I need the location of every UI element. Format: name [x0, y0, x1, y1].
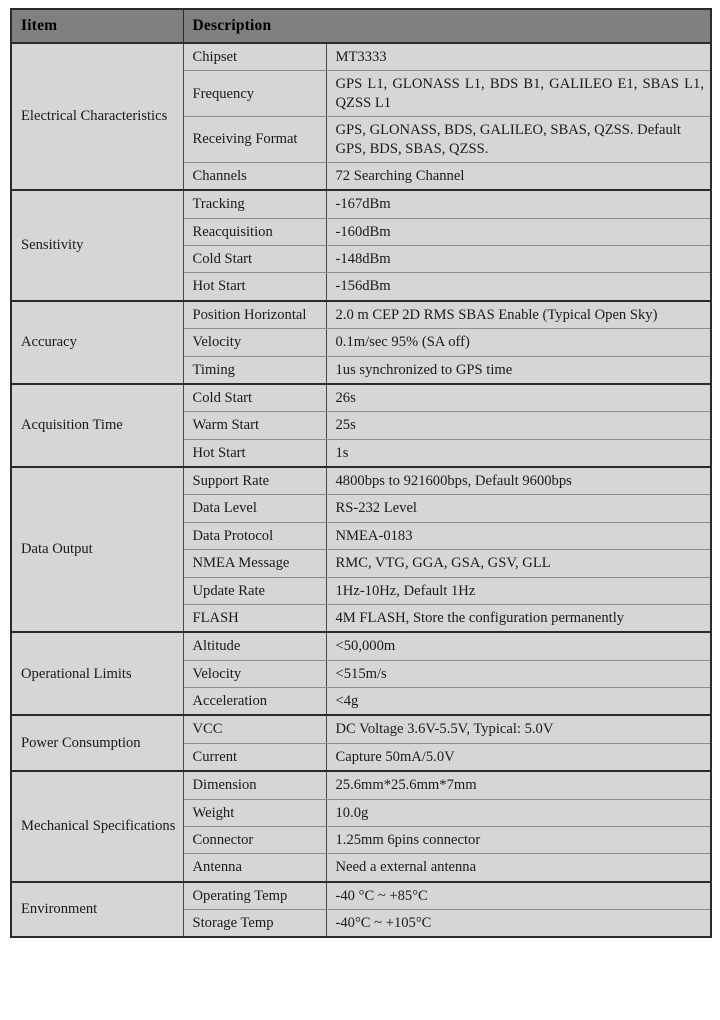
row-label: Connector — [183, 826, 326, 853]
row-label: Hot Start — [183, 273, 326, 301]
row-value: -148dBm — [326, 246, 711, 273]
row-value: 25.6mm*25.6mm*7mm — [326, 771, 711, 799]
row-value: -156dBm — [326, 273, 711, 301]
row-label: Update Rate — [183, 577, 326, 604]
row-value: Capture 50mA/5.0V — [326, 743, 711, 771]
row-label: Storage Temp — [183, 910, 326, 938]
row-label: VCC — [183, 715, 326, 743]
column-header-description: Description — [183, 9, 711, 43]
row-label: Support Rate — [183, 467, 326, 495]
row-category: Acquisition Time — [11, 384, 183, 467]
row-label: Reacquisition — [183, 218, 326, 245]
row-value: <515m/s — [326, 660, 711, 687]
row-label: Data Level — [183, 495, 326, 522]
row-category: Electrical Characteristics — [11, 43, 183, 190]
row-value: 1us synchronized to GPS time — [326, 356, 711, 384]
row-label: Frequency — [183, 71, 326, 117]
row-label: Position Horizontal — [183, 301, 326, 329]
table-header — [11, 9, 711, 43]
row-label: Receiving Format — [183, 117, 326, 163]
row-value: RMC, VTG, GGA, GSA, GSV, GLL — [326, 550, 711, 577]
row-value: 72 Searching Channel — [326, 162, 711, 190]
table-body — [11, 43, 711, 937]
row-label: Velocity — [183, 329, 326, 356]
row-value: RS-232 Level — [326, 495, 711, 522]
row-value: GPS L1, GLONASS L1, BDS B1, GALILEO E1, SBAS L1, QZSS L1 — [326, 71, 711, 117]
specification-table — [10, 8, 712, 938]
row-label: Acceleration — [183, 688, 326, 716]
row-value: -40°C ~ +105°C — [326, 910, 711, 938]
row-label: Dimension — [183, 771, 326, 799]
row-label: Cold Start — [183, 246, 326, 273]
row-value: Need a external antenna — [326, 854, 711, 882]
table-row — [11, 301, 711, 329]
row-value: 4M FLASH, Store the configuration permanently — [326, 604, 711, 632]
row-label: Tracking — [183, 190, 326, 218]
table-row — [11, 882, 711, 910]
specification-table-container — [10, 8, 710, 938]
table-row — [11, 632, 711, 660]
row-value: 10.0g — [326, 799, 711, 826]
row-label: FLASH — [183, 604, 326, 632]
row-label: Antenna — [183, 854, 326, 882]
row-label: Current — [183, 743, 326, 771]
row-value: -160dBm — [326, 218, 711, 245]
row-value: <4g — [326, 688, 711, 716]
row-label: Operating Temp — [183, 882, 326, 910]
row-category: Accuracy — [11, 301, 183, 384]
row-category: Operational Limits — [11, 632, 183, 715]
row-label: Channels — [183, 162, 326, 190]
row-category: Mechanical Specifications — [11, 771, 183, 882]
row-category: Data Output — [11, 467, 183, 632]
row-label: Cold Start — [183, 384, 326, 412]
row-label: Data Protocol — [183, 522, 326, 549]
table-header-row — [11, 9, 711, 43]
table-row — [11, 190, 711, 218]
row-label: Warm Start — [183, 412, 326, 439]
row-category: Environment — [11, 882, 183, 938]
row-label: Hot Start — [183, 439, 326, 467]
row-label: Weight — [183, 799, 326, 826]
row-value: 1s — [326, 439, 711, 467]
row-label: Altitude — [183, 632, 326, 660]
row-value: GPS, GLONASS, BDS, GALILEO, SBAS, QZSS. Default GPS, BDS, SBAS, QZSS. — [326, 117, 711, 163]
row-value: 4800bps to 921600bps, Default 9600bps — [326, 467, 711, 495]
row-value: 1Hz-10Hz, Default 1Hz — [326, 577, 711, 604]
row-label: NMEA Message — [183, 550, 326, 577]
row-label: Chipset — [183, 43, 326, 71]
row-value: 2.0 m CEP 2D RMS SBAS Enable (Typical Open Sky) — [326, 301, 711, 329]
table-row — [11, 43, 711, 71]
table-row — [11, 771, 711, 799]
row-label: Timing — [183, 356, 326, 384]
row-value: DC Voltage 3.6V-5.5V, Typical: 5.0V — [326, 715, 711, 743]
row-value: MT3333 — [326, 43, 711, 71]
row-label: Velocity — [183, 660, 326, 687]
row-category: Sensitivity — [11, 190, 183, 301]
table-row — [11, 384, 711, 412]
row-value: <50,000m — [326, 632, 711, 660]
table-row — [11, 715, 711, 743]
row-value: -40 °C ~ +85°C — [326, 882, 711, 910]
row-value: NMEA-0183 — [326, 522, 711, 549]
table-row — [11, 467, 711, 495]
row-value: 26s — [326, 384, 711, 412]
row-value: 0.1m/sec 95% (SA off) — [326, 329, 711, 356]
row-value: -167dBm — [326, 190, 711, 218]
row-value: 25s — [326, 412, 711, 439]
row-value: 1.25mm 6pins connector — [326, 826, 711, 853]
column-header-item: Iitem — [11, 9, 183, 43]
row-category: Power Consumption — [11, 715, 183, 771]
